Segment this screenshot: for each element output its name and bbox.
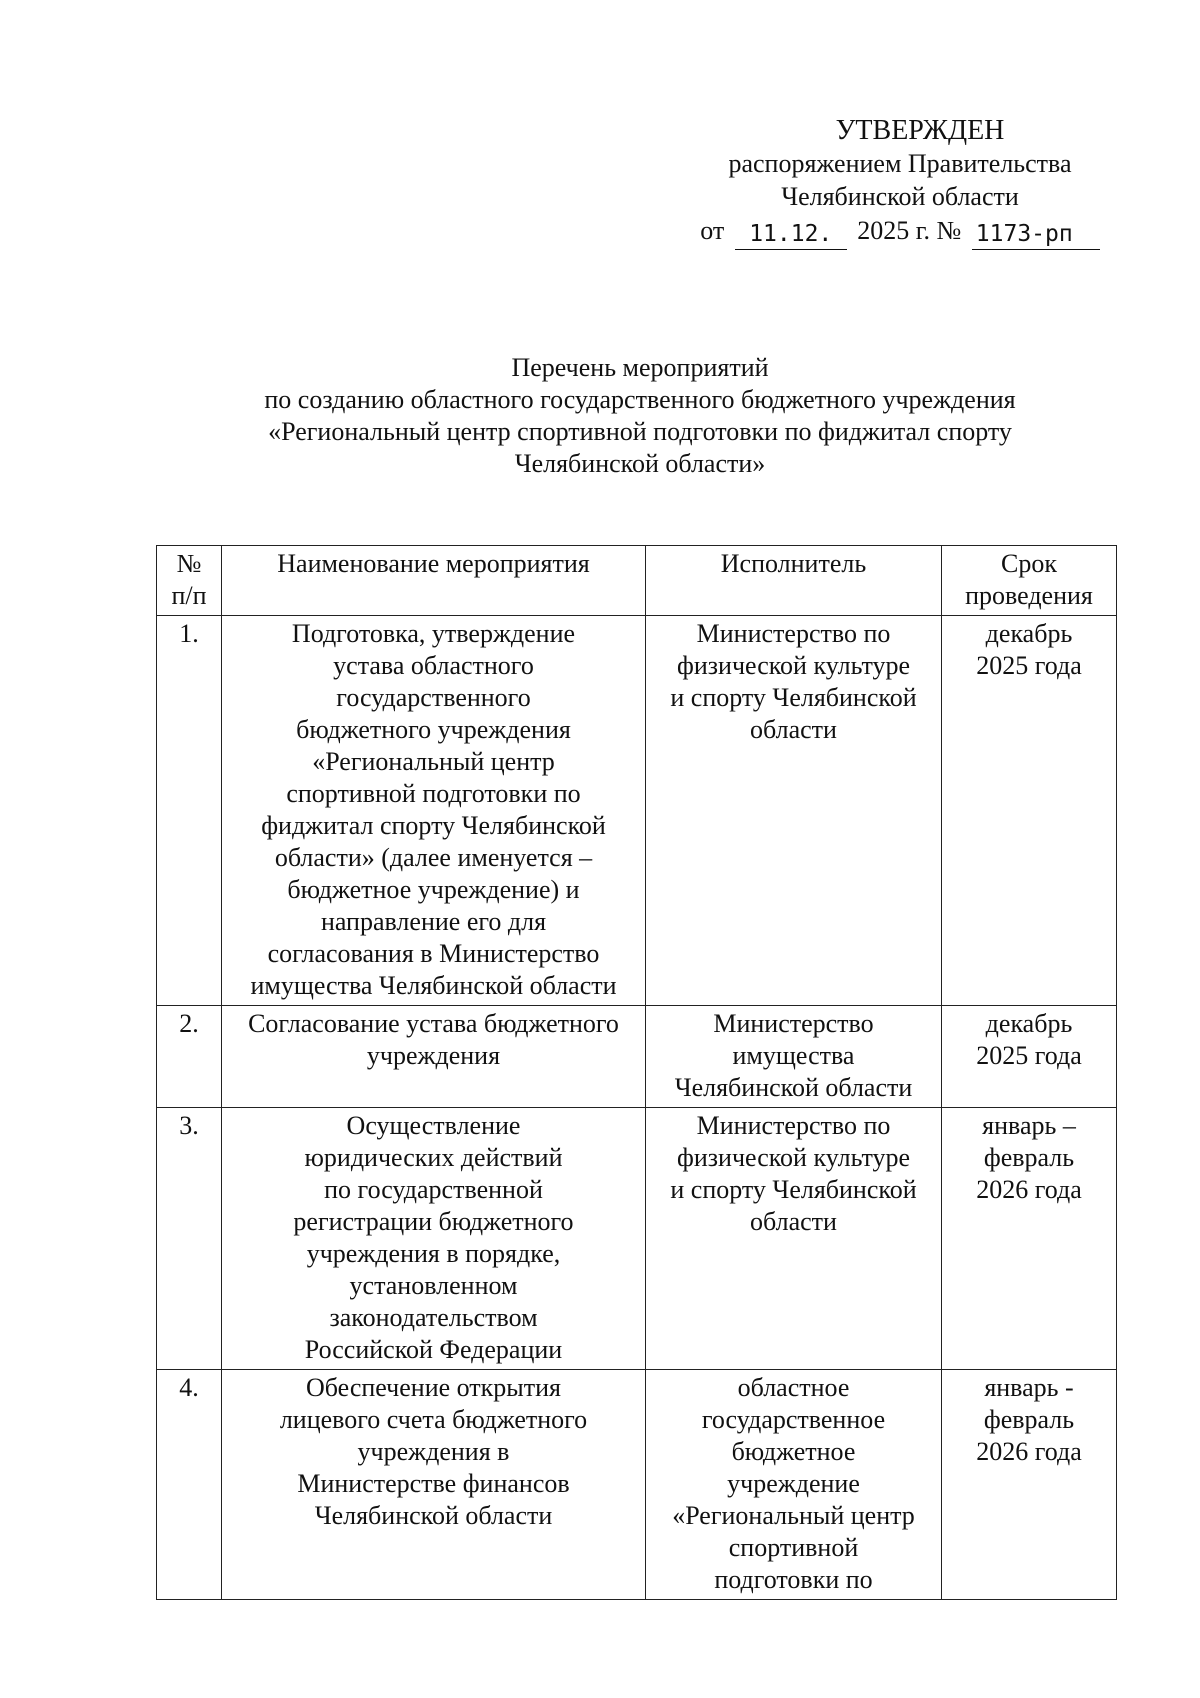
header-num-line: п/п: [171, 581, 207, 610]
cell-executor-line: учреждение: [727, 1469, 860, 1498]
cell-executor-line: «Региональный центр: [672, 1501, 915, 1530]
cell-name-line: Подготовка, утверждение: [291, 619, 576, 648]
cell-term-line: 2025 года: [976, 1041, 1082, 1070]
cell-name-line: по государственной: [324, 1175, 543, 1204]
approval-stamp: [680, 114, 1120, 249]
cell-name-line: лицевого счета бюджетного: [279, 1405, 588, 1434]
cell-num: [157, 1370, 222, 1600]
title-line-4: Челябинской области»: [514, 449, 766, 478]
cell-term-line: декабрь: [985, 619, 1073, 648]
cell-term: [942, 1006, 1117, 1108]
cell-name-line: государственного: [336, 683, 531, 712]
cell-name-line: бюджетного учреждения: [296, 715, 571, 744]
cell-executor-line: бюджетное: [731, 1437, 856, 1466]
cell-num-value: 2.: [179, 1009, 199, 1038]
cell-name-line: учреждения в: [357, 1437, 510, 1466]
approval-line-2: Челябинской области: [781, 182, 1019, 211]
cell-executor-line: Челябинской области: [674, 1073, 913, 1102]
cell-name-line: учреждения в порядке,: [306, 1239, 561, 1268]
cell-term-line: февраль: [983, 1143, 1075, 1172]
cell-name-line: законодательством: [329, 1303, 538, 1332]
cell-term-line: 2026 года: [976, 1175, 1082, 1204]
cell-executor-line: Министерство: [713, 1009, 874, 1038]
approval-line-1: распоряжением Правительства: [728, 149, 1072, 178]
cell-executor-line: Министерство по: [696, 1111, 891, 1140]
cell-name-line: фиджитал спорту Челябинской: [261, 811, 606, 840]
cell-name-line: бюджетное учреждение) и: [287, 875, 580, 904]
cell-executor-line: и спорту Челябинской: [670, 1175, 917, 1204]
approval-date-line: [680, 213, 1120, 249]
cell-name-line: «Региональный центр: [312, 747, 555, 776]
header-executor-line: Исполнитель: [720, 549, 867, 578]
cell-name-line: Согласование устава бюджетного: [248, 1009, 619, 1038]
cell-name-line: области» (далее именуется –: [274, 843, 593, 872]
cell-name-line: учреждения: [366, 1041, 501, 1070]
cell-name-line: юридических действий: [304, 1143, 563, 1172]
cell-name-line: Челябинской области: [314, 1501, 553, 1530]
table-row: [157, 1006, 1117, 1108]
cell-name-line: имущества Челябинской области: [250, 971, 617, 1000]
table-row: [157, 1370, 1117, 1600]
table-row: [157, 616, 1117, 1006]
cell-executor-line: области: [750, 1207, 837, 1236]
table-header-row: [157, 546, 1117, 616]
header-num: [157, 546, 222, 616]
cell-term-line: 2025 года: [976, 651, 1082, 680]
header-term-line: Срок: [1001, 549, 1057, 578]
cell-num-value: 1.: [179, 619, 199, 648]
cell-executor-line: Министерство по: [696, 619, 891, 648]
cell-executor-line: физической культуре: [677, 1143, 910, 1172]
header-name-line: Наименование мероприятия: [277, 549, 590, 578]
cell-term-line: декабрь: [985, 1009, 1073, 1038]
cell-executor: [646, 1006, 942, 1108]
cell-executor-line: области: [750, 715, 837, 744]
header-term: [942, 546, 1117, 616]
cell-name-line: согласования в Министерство: [267, 939, 600, 968]
cell-name: [222, 1006, 646, 1108]
cell-executor-line: областное: [737, 1373, 850, 1402]
cell-executor-line: физической культуре: [677, 651, 910, 680]
table-row: [157, 1108, 1117, 1370]
date-field: 11.12.: [735, 219, 847, 250]
header-num-line: №: [176, 549, 202, 578]
cell-term-line: январь -: [984, 1373, 1074, 1402]
cell-name-line: Обеспечение открытия: [305, 1373, 562, 1402]
cell-executor: [646, 1108, 942, 1370]
cell-executor-line: подготовки по: [714, 1565, 873, 1594]
date-prefix: от: [700, 216, 725, 245]
cell-term: [942, 1108, 1117, 1370]
cell-executor-line: имущества: [732, 1041, 855, 1070]
cell-name-line: Российской Федерации: [304, 1335, 563, 1364]
cell-executor-line: спортивной: [728, 1533, 859, 1562]
cell-name: [222, 1370, 646, 1600]
cell-term-line: январь –: [982, 1111, 1076, 1140]
header-executor: [646, 546, 942, 616]
header-name: [222, 546, 646, 616]
title-line-3: «Региональный центр спортивной подготовки по фиджитал спорту: [268, 417, 1012, 446]
cell-name: [222, 616, 646, 1006]
events-table: [156, 545, 1117, 1600]
title-line-1: Перечень мероприятий: [511, 353, 769, 382]
cell-name-line: установленном: [349, 1271, 518, 1300]
cell-name-line: Осуществление: [346, 1111, 521, 1140]
cell-executor: [646, 1370, 942, 1600]
cell-term-line: февраль: [983, 1405, 1075, 1434]
approval-heading: УТВЕРЖДЕН: [835, 115, 1005, 146]
cell-num-value: 4.: [179, 1373, 199, 1402]
cell-term-line: 2026 года: [976, 1437, 1082, 1466]
cell-name: [222, 1108, 646, 1370]
title-line-2: по созданию областного государственного бюджетного учреждения: [264, 385, 1016, 414]
order-number-field: 1173-рп: [972, 219, 1100, 250]
cell-term: [942, 1370, 1117, 1600]
document-title: [160, 352, 1120, 480]
cell-num-value: 3.: [179, 1111, 199, 1140]
cell-num: [157, 616, 222, 1006]
cell-name-line: устава областного: [333, 651, 534, 680]
cell-num: [157, 1108, 222, 1370]
cell-executor-line: государственное: [701, 1405, 886, 1434]
cell-term: [942, 616, 1117, 1006]
cell-executor-line: и спорту Челябинской: [670, 683, 917, 712]
cell-name-line: Министерстве финансов: [297, 1469, 570, 1498]
cell-num: [157, 1006, 222, 1108]
cell-name-line: регистрации бюджетного: [293, 1207, 574, 1236]
header-term-line: проведения: [965, 581, 1093, 610]
cell-executor: [646, 616, 942, 1006]
year-number-label: 2025 г. №: [857, 216, 962, 245]
cell-name-line: спортивной подготовки по: [286, 779, 581, 808]
cell-name-line: направление его для: [320, 907, 547, 936]
